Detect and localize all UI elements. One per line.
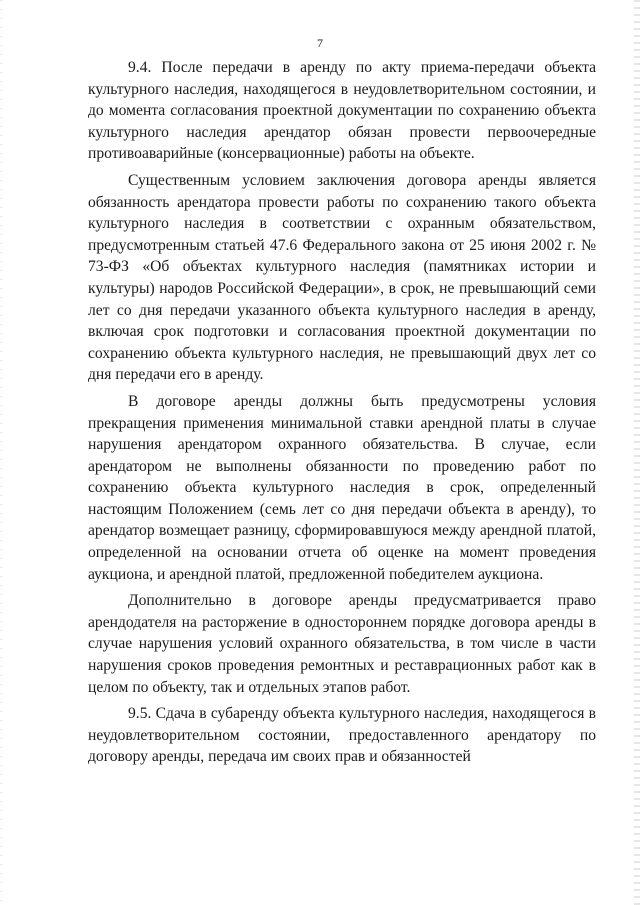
paragraph-termination-conditions: В договоре аренды должны быть предусмотрены условия прекращения применения минимальной ставки арендной платы в случае нарушения арендатором охранного обязательства. В случае, если арендатором не выполнены обязанности по проведению работ по сохранению объекта культурного наследия в срок, определенный настоящим Положением (семь лет со дня передачи объекта в аренду), то арендатор возмещает разницу, сформировавшуюся между арендной платой, определенной на основании отчета об оценке на момент проведения аукциона, и арендной платой, предложенной победителем аукциона. bbox=[88, 392, 596, 583]
scan-edge-left bbox=[0, 0, 3, 905]
scan-edge-right bbox=[634, 0, 640, 905]
document-body bbox=[88, 57, 596, 773]
paragraph-additional-rights: Дополнительно в договоре аренды предусматривается право арендодателя на расторжение в одностороннем порядке договора аренды в случае нарушения условий охранного обязательства, в том числе в части нарушения сроков проведения ремонтных и реставрационных работ как в целом по объекту, так и отдельных этапов работ. bbox=[88, 592, 596, 696]
paragraph-9-4: 9.4. После передачи в аренду по акту приема-передачи объекта культурного наследия, находящегося в неудовлетворительном состоянии, и до момента согласования проектной документации по сохранению объекта культурного наследия арендатор обязан провести первоочередные противоаварийные (консервационные) работы на объекте. bbox=[88, 59, 596, 163]
paragraph-essential-condition: Существенным условием заключения договора аренды является обязанность арендатора провести работы по сохранению такого объекта культурного наследия в соответствии с охранным обязательством, предусмотренным статьей 47.6 Федерального закона от 25 июня 2002 г. № 73-ФЗ «Об объектах культурного наследия (памятниках истории и культуры) народов Российской Федерации», в срок, не превышающий семи лет со дня передачи указанного объекта культурного наследия в аренду, включая срок подготовки и согласования проектной документации по сохранению объекта культурного наследия, не превышающий двух лет со дня передачи его в аренду. bbox=[88, 171, 596, 384]
paragraph-9-5: 9.5. Сдача в субаренду объекта культурного наследия, находящегося в неудовлетворительном состоянии, предоставленного арендатору по договору аренды, передача им своих прав и обязанностей bbox=[88, 705, 596, 766]
page-number: 7 bbox=[317, 36, 323, 50]
